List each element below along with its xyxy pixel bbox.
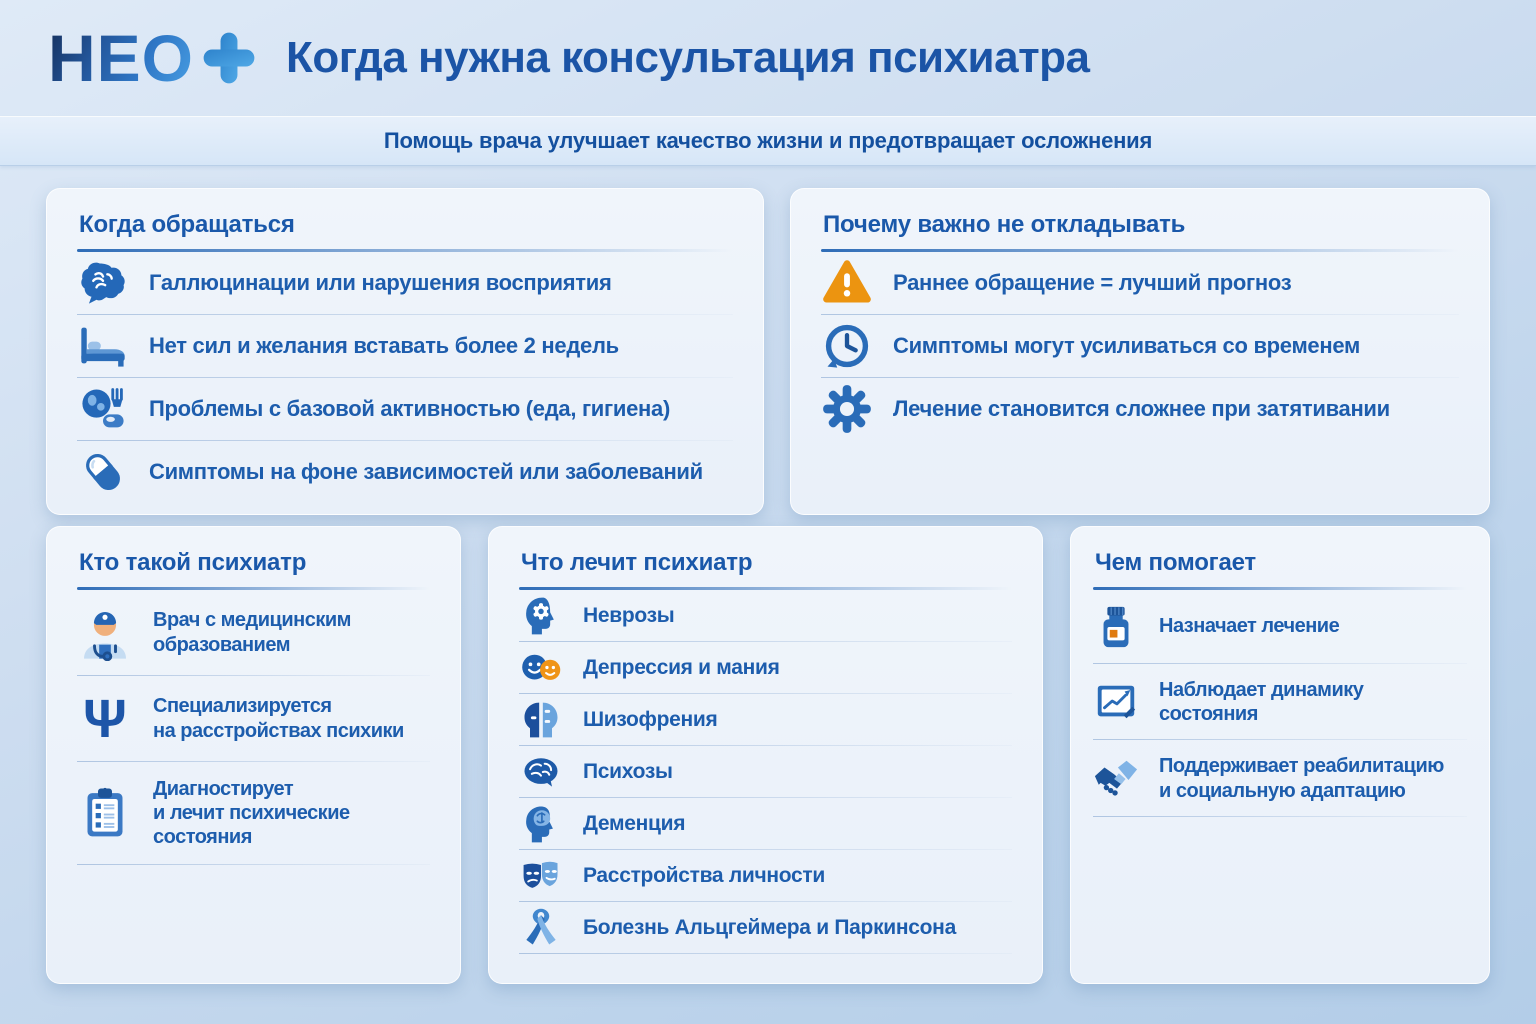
item-text: Наблюдает динамику состояния xyxy=(1159,678,1364,725)
list-item xyxy=(77,378,733,441)
head-gear-icon xyxy=(519,594,563,638)
list-item xyxy=(1093,740,1467,817)
item-text: Поддерживает реабилитацию и социальную адаптацию xyxy=(1159,755,1444,802)
doctor-icon xyxy=(77,605,133,661)
list-item xyxy=(519,798,1012,850)
item-text: Болезнь Альцгеймера и Паркинсона xyxy=(583,915,956,939)
mood-faces-icon xyxy=(519,646,563,690)
card-title: Когда обращаться xyxy=(79,211,295,238)
brain-icon xyxy=(77,257,129,309)
head-brain-icon xyxy=(519,802,563,846)
clipboard-icon xyxy=(77,785,133,841)
list-item xyxy=(821,315,1459,378)
medicine-bottle-icon xyxy=(1093,604,1139,650)
chart-icon xyxy=(1093,679,1139,725)
list-item xyxy=(77,441,733,504)
item-text: Симптомы на фоне зависимостей или заболеваний xyxy=(149,458,703,484)
card-why-not-delay xyxy=(790,188,1490,515)
handshake-icon xyxy=(1093,756,1139,802)
card-what-treats xyxy=(488,526,1043,984)
item-text: Проблемы с базовой активностью (еда, гигиена) xyxy=(149,395,670,421)
list-item xyxy=(77,590,430,676)
item-text: Лечение становится сложнее при затятивании xyxy=(893,395,1390,421)
list-item xyxy=(77,252,733,315)
list-item xyxy=(519,590,1012,642)
card-when-to-seek xyxy=(46,188,764,515)
list-item xyxy=(1093,664,1467,741)
main-content xyxy=(0,166,1536,984)
card-how-helps xyxy=(1070,526,1490,984)
item-text: Галлюцинации или нарушения восприятия xyxy=(149,269,612,295)
bottom-row xyxy=(46,526,1490,984)
item-text: Специализируется на расстройствах психики xyxy=(153,695,404,742)
card-title: Кто такой психиатр xyxy=(79,549,307,576)
item-text: Диагностирует и лечит психические состояния xyxy=(153,777,350,849)
logo-text: НЕО xyxy=(48,21,195,95)
item-text: Шизофрения xyxy=(583,707,718,731)
card-who-is-psychiatrist xyxy=(46,526,461,984)
bed-icon xyxy=(77,320,129,372)
item-text: Нет сил и желания вставать более 2 недель xyxy=(149,332,619,358)
theater-masks-icon xyxy=(519,854,563,898)
item-text: Неврозы xyxy=(583,603,675,627)
item-text: Психозы xyxy=(583,759,673,783)
brain-maze-icon xyxy=(519,750,563,794)
card-title: Чем помогает xyxy=(1095,549,1256,576)
item-text: Деменция xyxy=(583,811,686,835)
clock-icon xyxy=(821,320,873,372)
list-item xyxy=(77,315,733,378)
item-text: Симптомы могут усиливаться со временем xyxy=(893,332,1360,358)
item-text: Врач с медицинским образованием xyxy=(153,609,351,656)
header xyxy=(0,0,1536,116)
list-item xyxy=(519,694,1012,746)
list-item xyxy=(519,746,1012,798)
awareness-ribbon-icon xyxy=(519,906,563,950)
item-text: Депрессия и мания xyxy=(583,655,780,679)
list-item xyxy=(821,252,1459,315)
page-title: Когда нужна консультация психиатра xyxy=(286,33,1090,82)
subtitle: Помощь врача улучшает качество жизни и предотвращает осложнения xyxy=(0,116,1536,166)
header-logo xyxy=(48,21,258,95)
top-row xyxy=(46,188,1490,508)
list-item xyxy=(519,642,1012,694)
card-title: Почему важно не откладывать xyxy=(823,211,1186,238)
list-item xyxy=(77,676,430,762)
meal-hygiene-icon xyxy=(77,383,129,435)
psi-symbol-icon: Ψ xyxy=(83,688,127,749)
list-item xyxy=(519,850,1012,902)
gear-icon xyxy=(821,383,873,435)
list-item xyxy=(1093,590,1467,664)
list-item xyxy=(821,378,1459,441)
list-item xyxy=(519,902,1012,954)
logo-plus-icon xyxy=(200,29,258,87)
warning-icon xyxy=(821,257,873,309)
item-text: Расстройства личности xyxy=(583,863,825,887)
card-title: Что лечит психиатр xyxy=(521,549,753,576)
item-text: Раннее обращение = лучший прогноз xyxy=(893,269,1292,295)
list-item xyxy=(77,762,430,865)
split-head-icon xyxy=(519,698,563,742)
item-text: Назначает лечение xyxy=(1159,615,1340,638)
pill-icon xyxy=(77,446,129,498)
